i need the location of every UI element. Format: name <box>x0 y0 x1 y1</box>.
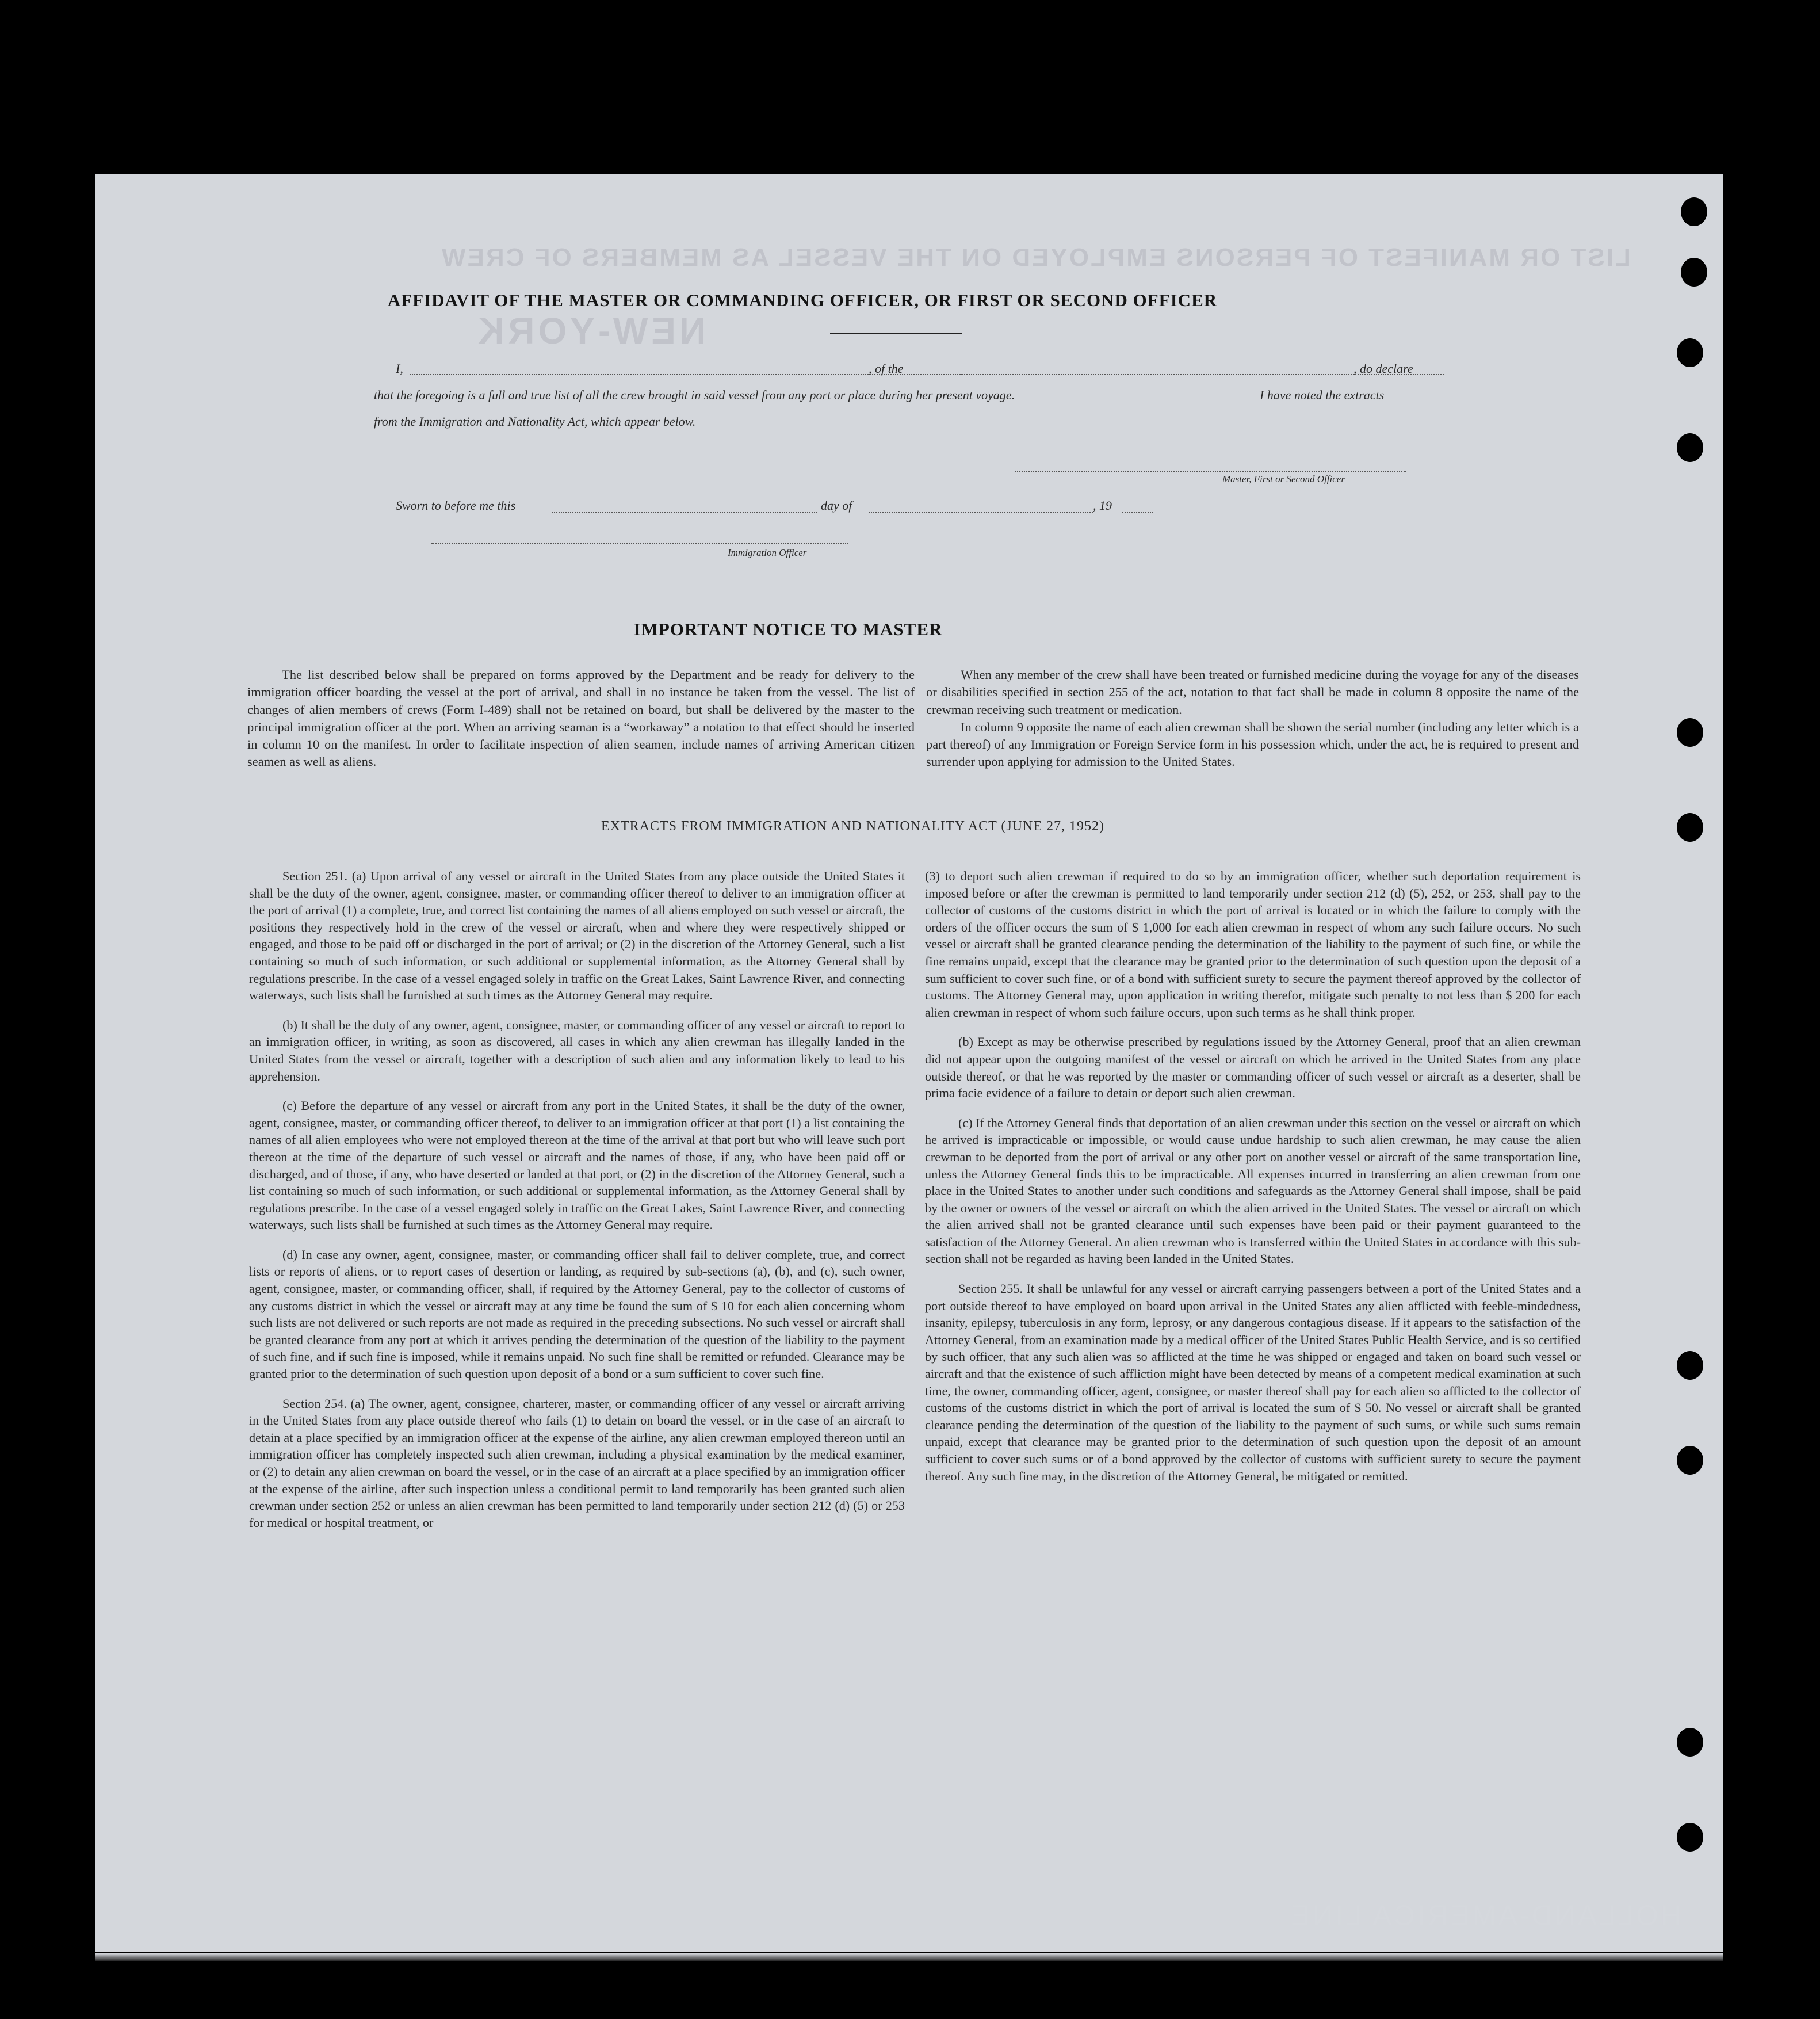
affidavit-extracts-note: I have noted the extracts <box>1260 388 1385 402</box>
sworn-day-blank <box>552 512 817 513</box>
document-page <box>95 174 1723 1952</box>
section-254-c: (c) If the Attorney General finds that deportation of an alien crewman under this section on the vessel or aircraft on which he arrived is impracticable or impossible, or would cause undue hardship to such alien crewman, he may cause the alien crewman to be deported from the port of arrival or any other port on another vessel or aircraft of the same transportation line, unless the Attorney General finds this to be impracticable. All expenses incurred in transferring an alien crewman from one place in the United States to another under such conditions and safeguards as the Attorney General shall impose, shall be paid by the owner or owners of the vessel or aircraft on which the alien arrived in the United States. The vessel or aircraft on which the alien arrived shall not be granted clearance until such expenses have been paid or their payment guaranteed to the satisfaction of the Attorney General. An alien crewman who is transferred within the United States in accordance with this sub-section shall not be regarded as having been landed in the United States. <box>925 1115 1581 1266</box>
affidavit-of-the: , of the <box>869 361 904 376</box>
torn-edge <box>95 1953 1723 1961</box>
ghost-manifest-header: LIST OR MANIFEST OF PERSONS EMPLOYED ON THE VESSEL AS MEMBERS OF CREW <box>440 243 1631 272</box>
master-signature-label: Master, First or Second Officer <box>1222 474 1345 484</box>
affidavit-title: AFFIDAVIT OF THE MASTER OR COMMANDING OFFICER, OR FIRST OR SECOND OFFICER <box>387 290 1218 310</box>
extracts-title: EXTRACTS FROM IMMIGRATION AND NATIONALITY ACT (JUNE 27, 1952) <box>601 819 1104 834</box>
notice-left-paragraph: The list described below shall be prepared on forms approved by the Department and be ready for delivery to the immigration officer boarding the vessel at the port of arrival, and shall in no instance be taken from the vessel. The list of changes of alien members of crews (Form I-489) shall not be retained on board, but shall be delivered by the master to the principal immigration officer at the port. When an arriving seaman is a “workaway” a notation to that effect should be inserted in column 10 on the manifest. In order to facilitate inspection of alien seamen, include names of arriving American citizen seamen as well as aliens. <box>247 667 915 769</box>
section-255: Section 255. It shall be unlawful for any vessel or aircraft carrying passengers between a port of the United States and a port outside thereof to have employed on board upon arrival in the United States any alien afflicted with feeble-mindedness, insanity, epilepsy, tuberculosis in any form, leprosy, or any dangerous contagious disease. If it appears to the satisfaction of the Attorney General, from an examination made by a medical officer of the United States Public Health Service, and is so certified by such officer, that any such alien was so afflicted at the time he was shipped or engaged and taken on board such vessel or aircraft and that the existence of such affliction might have been detected by means of a competent medical examination at such time, the owner, commanding officer, agent, consignee, or master thereof shall pay for each alien so afflicted to the collector of customs of the customs district in which the port of arrival is located the sum of $ 50. No vessel or aircraft shall be granted clearance pending the determination of the question of the liability to the payment of such sums, or while such sums remain unpaid, except that clearance may be granted prior to the determination of such question upon the deposit of an amount sufficient to cover such sums or of a bond approved by the collector of customs with sufficient surety to secure the payment thereof. Any such fine may, in the discretion of the Attorney General, be mitigated or remitted. <box>925 1281 1581 1483</box>
section-254-a: Section 254. (a) The owner, agent, consignee, charterer, master, or commanding officer of any vessel or aircraft arriving in the United States from any place outside thereof who fails (1) to detain on board the vessel, or in the case of an aircraft to detain at a place specified by an immigration officer at the expense of the airline, any alien crewman employed thereon until an immigration officer has completely inspected such alien crewman, including a physical examination by the medical examiner, or (2) to detain any alien crewman on board the vessel, or in the case of an aircraft at a place specified by an immigration officer at the expense of the airline, after such inspection unless a conditional permit to land temporarily has been granted such alien crewman under section 252 or unless an alien crewman has been permitted to land temporarily under section 212 (d) (5) or 253 for medical or hospital treatment, or <box>249 1396 905 1530</box>
section-251-a: Section 251. (a) Upon arrival of any vessel or aircraft in the United States from any place outside the United States it shall be the duty of the owner, agent, consignee, master, or commanding officer thereof to deliver to an immigration officer at the port of arrival (1) a complete, true, and correct list containing the names of all aliens employed on such vessel or aircraft, the positions they respectively hold in the crew of the vessel or aircraft, when and where they were respectively shipped or engaged, and those to be paid off or discharged in the port of arrival; or (2) in the discretion of the Attorney General, such a list containing so much of such information, or such additional or supplemental information, as the Attorney General shall by regulations prescribe. In the case of a vessel engaged solely in traffic on the Great Lakes, Saint Lawrence River, and connecting waterways, such lists shall be furnished at such times as the Attorney General may require. <box>249 869 905 1003</box>
officer-signature-label: Immigration Officer <box>728 547 807 558</box>
section-254-b: (b) Except as may be otherwise prescribed by regulations issued by the Attorney General, proof that an alien crewman did not appear upon the outgoing manifest of the vessel or aircraft on which he arrived in the United States from any place outside thereof, or that he was reported by the master or commanding officer of such vessel or aircraft as a deserter, shall be prima facie evidence of a failure to detain or deport such alien crewman. <box>925 1035 1581 1101</box>
punch-hole <box>1677 1446 1703 1475</box>
punch-hole <box>1681 197 1707 226</box>
punch-hole <box>1677 1728 1703 1757</box>
section-254-a-cont: (3) to deport such alien crewman if required to do so by an immigration officer, whether such deportation requirement is imposed before or after the crewman is permitted to land temporarily under section 212 (d) (5), 252, or 253, shall pay to the collector of customs of the customs district in which the port of arrival is located or in which the failure to comply with the orders of the officer occurs the sum of $ 1,000 for each alien crewman in respect of whom any such failure occurs. No such vessel or aircraft shall be granted clearance pending the determination of the liability to the payment of such fine, or while the fine remains unpaid, except that the clearance may be granted prior to the determination of such question upon the deposit of a sum sufficient to cover such fine, or of a bond with sufficient surety to secure the payment thereof approved by the collector of customs. The Attorney General may, upon application in writing therefor, mitigate such penalty to not less than $ 200 for each alien crewman in respect of whom such failure occurs, upon such terms as he shall think proper. <box>925 869 1581 1020</box>
affidavit-statement-cont: from the Immigration and Nationality Act, which appear below. <box>374 414 696 429</box>
officer-signature-line <box>431 543 848 544</box>
master-signature-line <box>1015 471 1406 472</box>
ghost-footer: HOLLAND-AMERICA LINE <box>1288 1899 1681 1932</box>
punch-hole <box>1677 1351 1703 1380</box>
punch-hole <box>1677 813 1703 842</box>
notice-right-paragraph-1: When any member of the crew shall have been treated or furnished medicine during the voyage for any of the diseases or disabilities specified in section 255 of the act, notation to that fact shall be made in column 8 opposite the name of the crewman receiving such treatment or medication. <box>926 667 1579 717</box>
sworn-month-blank <box>869 512 1093 513</box>
section-251-d: (d) In case any owner, agent, consignee, master, or commanding officer shall fail to deliver complete, true, and correct lists or reports of aliens, or to report cases of desertion or landing, as required by sub-sections (a), (b), and (c), such owner, agent, consignee, master, or commanding officer, shall, if required by the Attorney General, pay to the collector of customs of any customs district in which the vessel or aircraft may at any time be found the sum of $ 10 for each alien concerning whom such lists are not delivered or such reports are not made as required in the preceding subsections. No such vessel or aircraft shall be granted clearance from any port at which it arrives pending the determination of the question of the liability to the payment of such fine, and if such fine is imposed, while it remains unpaid. No such fine shall be remitted or refunded. Clearance may be granted prior to the determination of such question upon deposit of a bond or a sum sufficient to cover such fine. <box>249 1247 905 1381</box>
affidavit-statement: that the foregoing is a full and true list of all the crew brought in said vessel from any port or place during her present voyage. <box>374 388 1015 402</box>
punch-hole <box>1681 258 1707 287</box>
sworn-year-blank <box>1122 512 1153 513</box>
notice-left-column <box>247 666 915 780</box>
affidavit-i: I, <box>396 361 403 376</box>
extracts-left-column <box>249 868 905 1544</box>
notice-right-paragraph-2: In column 9 opposite the name of each alien crewman shall be shown the serial number (including any letter which is a part thereof) of any Immigration or Foreign Service form in his possession which, under the act, he is required to present and surrender upon applying for admission to the United States. <box>926 719 1579 769</box>
section-251-c: (c) Before the departure of any vessel or aircraft from any port in the United States, it shall be the duty of the owner, agent, consignee, master, or commanding officer thereof, to deliver to an immigration officer at that port (1) a list containing the names of all alien employees who were not employed thereon at the time of the arrival at that port but who will leave such port thereon at the time of the departure of such vessel or aircraft and the names of those, if any, who have been paid off or discharged, and of those, if any, who have deserted or landed at that port, or (2) in the discretion of the Attorney General, such a list containing so much of such information, or such additional or supplemental information, as the Attorney General shall by regulations prescribe. In the case of a vessel engaged solely in traffic on the Great Lakes, Saint Lawrence River, and connecting waterways, such lists shall be furnished at such times as the Attorney General may require. <box>249 1098 905 1232</box>
ghost-port: NEW-YORK <box>475 310 706 352</box>
affidavit-declare: , do declare <box>1353 361 1413 376</box>
notice-title: IMPORTANT NOTICE TO MASTER <box>633 619 943 639</box>
year-text: , 19 <box>1093 498 1112 513</box>
punch-hole <box>1677 1823 1703 1852</box>
title-rule <box>830 333 962 334</box>
extracts-right-column <box>925 868 1581 1497</box>
sworn-text: Sworn to before me this <box>396 498 516 513</box>
punch-hole <box>1677 718 1703 747</box>
day-of-text: day of <box>821 498 852 513</box>
section-251-b: (b) It shall be the duty of any owner, agent, consignee, master, or commanding officer of any vessel or aircraft to report to an immigration officer, in writing, as soon as discovered, all cases in which any alien crewman has illegally landed in the United States from the vessel or aircraft, together with a description of such alien and any information likely to lead to his apprehension. <box>249 1017 905 1083</box>
punch-hole <box>1677 433 1703 462</box>
notice-right-column <box>926 666 1579 780</box>
punch-hole <box>1677 338 1703 367</box>
